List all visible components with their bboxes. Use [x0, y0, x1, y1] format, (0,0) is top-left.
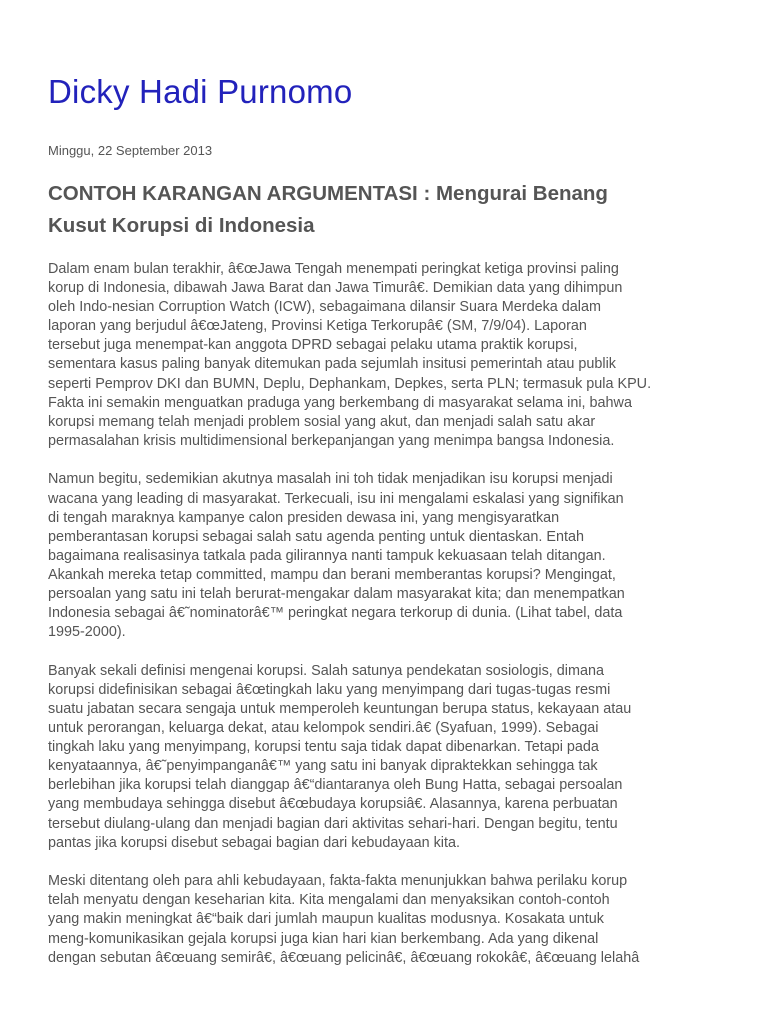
- post-date: Minggu, 22 September 2013: [48, 143, 213, 158]
- post-paragraph: Namun begitu, sedemikian akutnya masalah ini toh tidak menjadikan isu korupsi menjadi wacana yang leading di masyarakat. Terkecuali, isu ini mengalami eskalasi yang signifikan di tengah maraknya kampanye calon presiden dewasa ini, yang mengisyaratkan pemberantasan korupsi sebagai salah satu agenda penting untuk dientaskan. Entah bagaimana realisasinya tatkala pada gilirannya nanti tampuk kekuasaan telah ditangan. Akankah mereka tetap committed, mampu dan berani memberantas korupsi? Mengingat, persoalan yang satu ini telah berurat-mengakar dalam masyarakat kita; dan menempatkan Indonesia sebagai â€˜nominatorâ€™ peringkat negara terkorup di dunia. (Lihat tabel, data 1995-2000).: [48, 471, 625, 641]
- blog-title[interactable]: Dicky Hadi Purnomo: [48, 73, 353, 110]
- post-body: [48, 260, 738, 968]
- post-paragraph: Dalam enam bulan terakhir, â€œJawa Tengah menempati peringkat ketiga provinsi paling korup di Indonesia, dibawah Jawa Barat dan Jawa Timurâ€. Demikian data yang dihimpun oleh Indo-nesian Corruption Watch (ICW), sebagaimana dilansir Suara Merdeka dalam laporan yang berjudul â€œJateng, Provinsi Ketiga Terkorupâ€ (SM, 7/9/04). Laporan tersebut juga menempat-kan anggota DPRD sebagai pelaku utama praktik korupsi, sementara kasus paling banyak ditemukan pada sejumlah insitusi pemerintah atau publik seperti Pemprov DKI dan BUMN, Deplu, Dephankam, Depkes, serta PLN; termasuk pula KPU. Fakta ini semakin menguatkan praduga yang berkembang di masyarakat selama ini, bahwa korupsi memang telah menjadi problem sosial yang akut, dan menjadi salah satu akar permasalahan krisis multidimensional berkepanjangan yang menimpa bangsa Indonesia.: [48, 261, 652, 449]
- post-title: [48, 178, 738, 242]
- post-paragraph: Banyak sekali definisi mengenai korupsi. Salah satunya pendekatan sosiologis, dimana korupsi didefinisikan sebagai â€œtingkah laku yang menyimpang dari tugas-tugas resmi suatu jabatan secara sengaja untuk memperoleh keuntungan berupa status, kekayaan atau untuk perorangan, keluarga dekat, atau kelompok sendiri.â€ (Syafuan, 1999). Sebagai tingkah laku yang menyimpang, korupsi tentu saja tidak dapat dibenarkan. Tetapi pada kenyataannya, â€˜penyimpanganâ€™ yang satu ini banyak dipraktekkan sehingga tak berlebihan jika korupsi telah dianggap â€“diantaranya oleh Bung Hatta, sebagai persoalan yang membudaya sehingga disebut â€œbudaya korupsiâ€. Alasannya, karena perbuatan tersebut diulang-ulang dan menjadi bagian dari aktivitas sehari-hari. Dengan begitu, tentu pantas jika korupsi disebut sebagai bagian dari kebudayaan kita.: [48, 662, 632, 851]
- post-title-text: CONTOH KARANGAN ARGUMENTASI : Mengurai Benang Kusut Korupsi di Indonesia: [48, 182, 608, 237]
- post-paragraph: Meski ditentang oleh para ahli kebudayaan, fakta-fakta menunjukkan bahwa perilaku korup telah menyatu dengan keseharian kita. Kita mengalami dan menyaksikan contoh-contoh yang makin meningkat â€“baik dari jumlah maupun kualitas modusnya. Kosakata untuk meng-komunikasikan gejala korupsi juga kian hari kian berkembang. Ada yang dikenal dengan sebutan â€œuang semirâ€, â€œuang pelicinâ€, â€œuang rokokâ€, â€œuang lelahâ: [48, 873, 640, 966]
- blog-page: [48, 70, 738, 987]
